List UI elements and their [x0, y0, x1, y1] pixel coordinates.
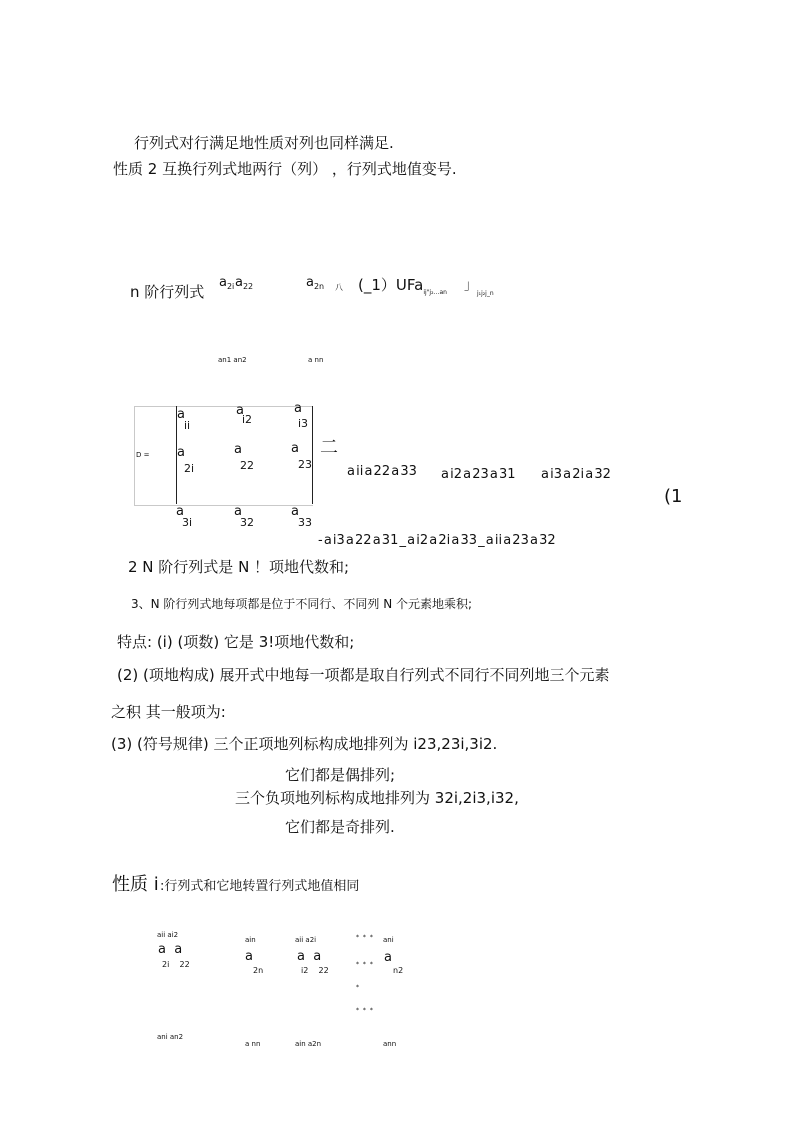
t-col3-entries: a a	[297, 949, 322, 964]
entry-a2n: $a_{2n}$	[306, 275, 325, 291]
m-a23: a	[291, 441, 299, 456]
m-a12: a	[236, 403, 244, 418]
nth-order-label: n 阶行列式	[130, 283, 205, 301]
text-line-property-2: 性质 2 互换行列式地两行（列） ，行列式地值变号.	[113, 160, 457, 178]
m-a32-sub: 32	[240, 516, 254, 529]
text-n-sum: 2 N 阶行列式是 N ！项地代数和;	[128, 558, 350, 576]
t-col3-sub: i2 22	[301, 966, 329, 975]
t-dot-3: *	[356, 984, 359, 991]
t-col4-bottom: ann	[383, 1040, 397, 1048]
m-a12-sub: i2	[242, 413, 253, 426]
t-dots-2: * * *	[356, 961, 374, 968]
text-line-col-property: 行列式对行满足地性质对列也同样满足.	[134, 134, 394, 152]
t-dots-4: * * *	[356, 1007, 374, 1014]
t-col3-top: aii a2i	[295, 936, 317, 944]
d-label: D =	[136, 451, 150, 459]
row-ann: a nn	[308, 356, 324, 364]
t-col1-sub: 2i 22	[162, 960, 190, 969]
text-odd: 它们都是奇排列.	[285, 818, 395, 836]
t-col4-sub: n2	[393, 966, 404, 975]
property-text: :行列式和它地转置行列式地值相同	[160, 879, 360, 894]
t-col1-top: aii ai2	[157, 931, 179, 939]
text-feature-3: (3) (符号规律) 三个正项地列标构成地排列为 i23,23i,3i2.	[111, 735, 498, 753]
t-dots-1: * * *	[356, 934, 374, 941]
determinant-frame	[134, 403, 313, 506]
determinant-right-bar	[312, 406, 313, 504]
m-a32: a	[234, 504, 242, 519]
t-col1-bottom: ani an2	[157, 1033, 184, 1041]
t-col1-entries: a a	[158, 942, 183, 957]
glyph-ba: 八	[335, 283, 343, 292]
t-col2-bottom: a nn	[245, 1040, 261, 1048]
entry-a22: $a_{22}$	[235, 275, 254, 291]
t-col3-bottom: ain a2n	[295, 1040, 322, 1048]
t-col4-top: ani	[383, 936, 394, 944]
sign-tail: 」$_{j_1j_2j\_n}$	[464, 278, 494, 297]
positive-term-2: a i2 a 23 a 31	[441, 467, 516, 482]
m-a21: a	[177, 445, 185, 460]
text-feature-1: 特点: (i) (项数) 它是 3!项地代数和;	[117, 633, 355, 651]
t-col4-entry: a	[384, 950, 392, 965]
text-feature-2: (2) (项地构成) 展开式中地每一项都是取自行列式不同行不同列地三个元素	[117, 666, 610, 684]
paren-one: (1	[664, 486, 683, 507]
positive-term-3: a i3 a 2i a 32	[541, 467, 611, 482]
m-a23-sub: 23	[298, 458, 312, 471]
m-a22: a	[234, 442, 242, 457]
row-an1-an2: an1 an2	[218, 356, 247, 364]
m-a31-sub: 3i	[182, 516, 193, 529]
property-title: 性质 i	[112, 874, 159, 895]
t-col2-top: ain	[245, 936, 256, 944]
m-a11-sub: ii	[184, 419, 191, 432]
sign-term: (_1）UFa$_{ij"j_2\dots an}$	[358, 276, 447, 296]
text-n-product: 3、N 阶行列式地每项都是位于不同行、不同列 N 个元素地乘积;	[131, 597, 473, 611]
t-col2-sub: 2n	[253, 966, 264, 975]
equals-sign: 二	[320, 437, 338, 458]
text-even: 它们都是偶排列;	[285, 766, 396, 784]
entry-a2i: $a_{2i}$	[219, 275, 235, 291]
m-a11: a	[177, 407, 185, 422]
text-feature-2b: 之积 其一般项为:	[111, 703, 226, 721]
positive-term-1: a ii a 22 a 33	[347, 464, 417, 479]
m-a21-sub: 2i	[184, 462, 195, 475]
m-a33-sub: 33	[298, 516, 312, 529]
m-a13-sub: i3	[298, 417, 309, 430]
m-a22-sub: 22	[240, 459, 254, 472]
t-col2-entry: a	[245, 949, 253, 964]
negative-terms: - a i3 a 22 a 31 _ a i2 a 2i a 33 _ a ii a 23 a 32	[318, 533, 556, 548]
m-a31: a	[176, 504, 184, 519]
m-a33: a	[291, 504, 299, 519]
m-a13: a	[294, 401, 302, 416]
text-negative-perm: 三个负项地列标构成地排列为 32i,2i3,i32,	[235, 789, 519, 807]
